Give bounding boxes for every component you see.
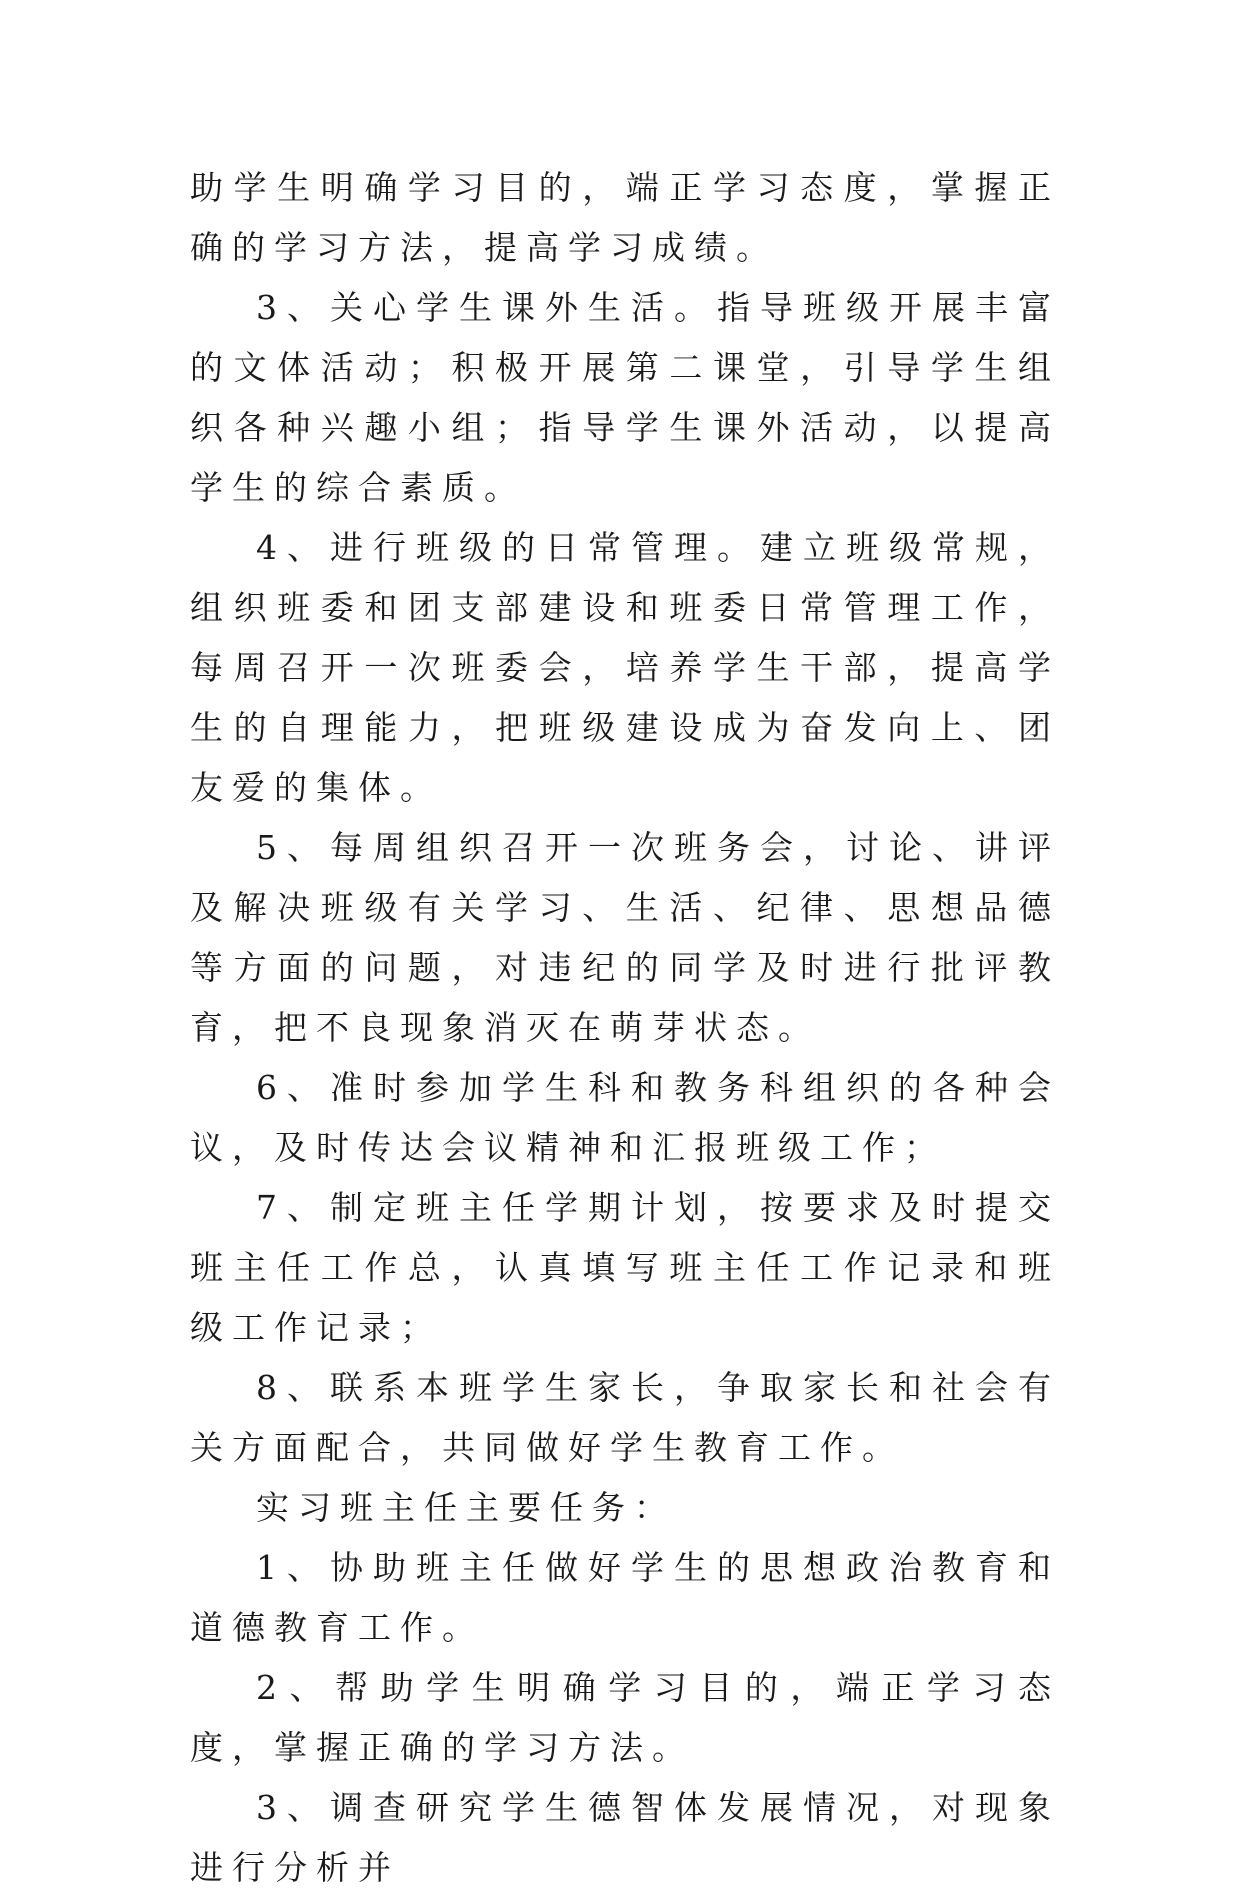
paragraph-task-1: 1、协助班主任做好学生的思想政治教育和道德教育工作。: [190, 1548, 1060, 1647]
paragraph-item-6: 6、准时参加学生科和教务科组织的各种会议，及时传达会议精神和汇报班级工作；: [190, 1068, 1060, 1167]
paragraph-item-3: 3、关心学生课外生活。指导班级开展丰富的文体活动；积极开展第二课堂，引导学生组织各种兴趣小组；指导学生课外活动，以提高学生的综合素质。: [190, 288, 1060, 507]
paragraph-item-5: 5、每周组织召开一次班务会，讨论、讲评及解决班级有关学习、生活、纪律、思想品德等方面的问题，对违纪的同学及时进行批评教育，把不良现象消灭在萌芽状态。: [190, 828, 1060, 1047]
paragraph-task-3: 3、调查研究学生德智体发展情况，对现象进行分析并: [190, 1788, 1060, 1887]
paragraph-item-8: 8、联系本班学生家长，争取家长和社会有关方面配合，共同做好学生教育工作。: [190, 1368, 1060, 1467]
document-body: [190, 158, 1060, 1898]
paragraph-task-2: 2、帮助学生明确学习目的，端正学习态度，掌握正确的学习方法。: [190, 1668, 1060, 1767]
paragraph-item-7: 7、制定班主任学期计划，按要求及时提交班主任工作总，认真填写班主任工作记录和班级工作记录；: [190, 1188, 1060, 1347]
paragraph-continuation: 助学生明确学习目的，端正学习态度，掌握正确的学习方法，提高学习成绩。: [190, 168, 1060, 267]
paragraph-item-4: 4、进行班级的日常管理。建立班级常规，组织班委和团支部建设和班委日常管理工作，每周召开一次班委会，培养学生干部，提高学生的自理能力，把班级建设成为奋发向上、团友爱的集体。: [190, 528, 1060, 807]
section-heading: 实习班主任主要任务：: [256, 1488, 676, 1527]
